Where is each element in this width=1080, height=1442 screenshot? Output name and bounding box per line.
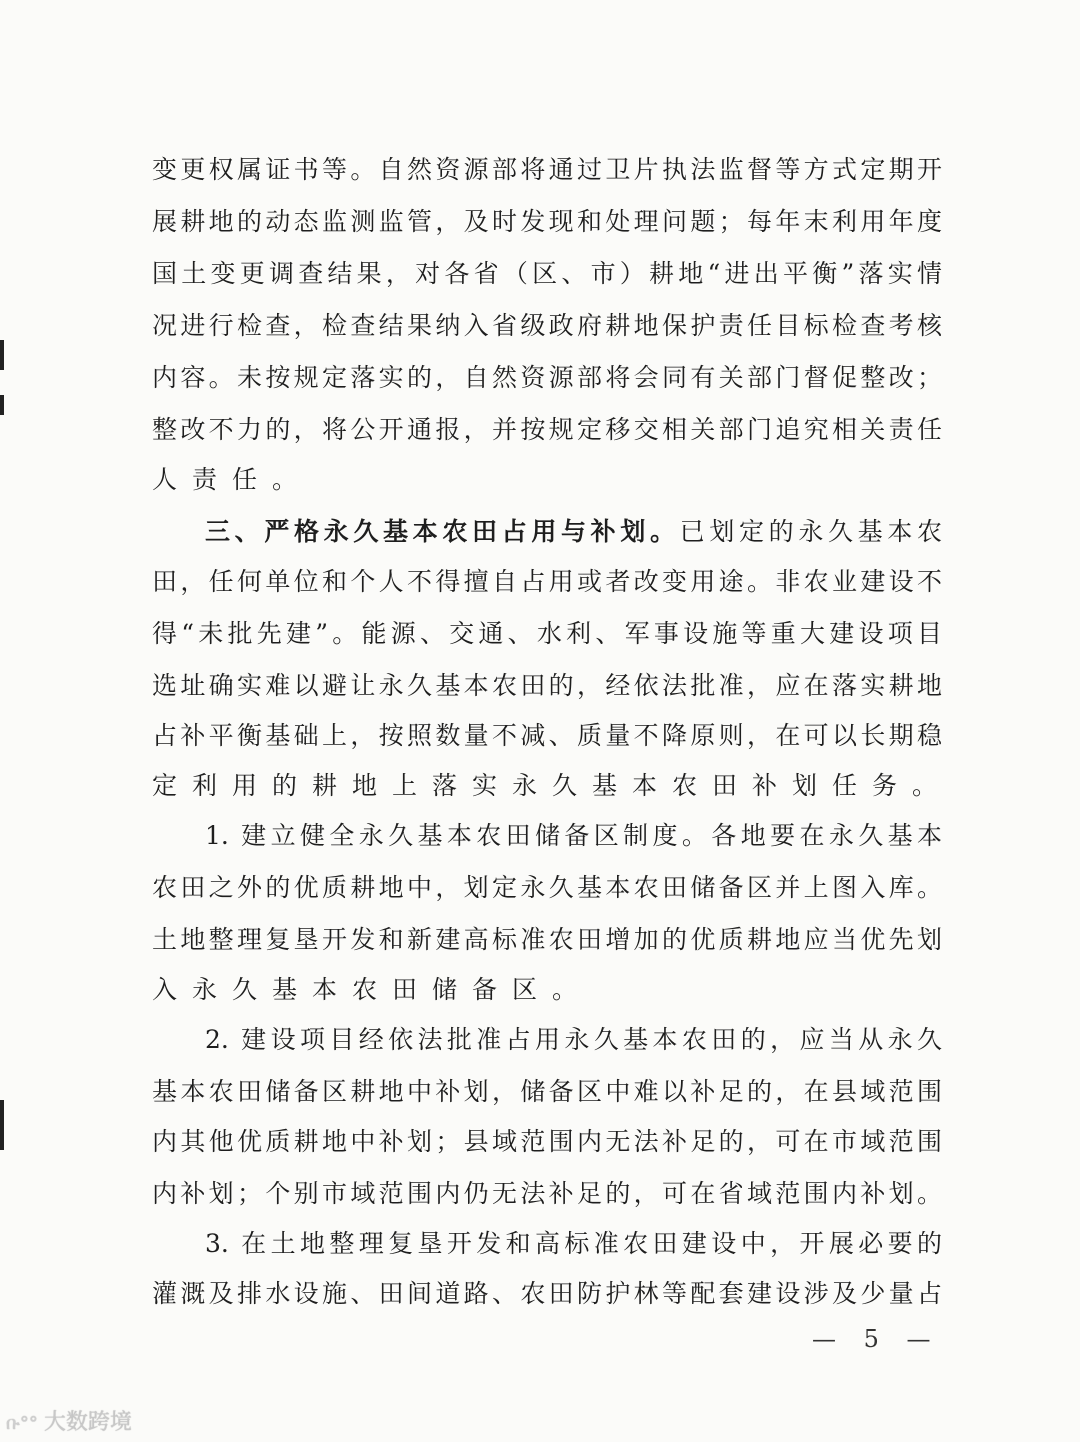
watermark-logo-icon: ቡ°°: [6, 1413, 38, 1434]
scan-edge-mark: [0, 1100, 4, 1150]
text-line: [152, 1177, 942, 1211]
watermark-text: 大数跨境: [43, 1410, 132, 1435]
line-text: 内补划；个别市域范围内仍无法补足的，可在省域范围内补划。: [152, 1179, 942, 1208]
text-line: [152, 719, 942, 753]
line-text: 内容。未按规定落实的，自然资源部将会同有关部门督促整改；: [152, 363, 942, 392]
text-line: [152, 205, 942, 239]
text-line: [152, 973, 942, 1007]
line-text: 变更权属证书等。自然资源部将通过卫片执法监督等方式定期开: [152, 155, 942, 184]
line-text: 展耕地的动态监测监管，及时发现和处理问题；每年末利用年度: [152, 207, 942, 236]
page-number: — 5 —: [812, 1325, 941, 1353]
line-text: 2. 建设项目经依法批准占用永久基本农田的，应当从永久: [205, 1025, 942, 1054]
text-line: [152, 1125, 942, 1159]
line-text: 基本农田储备区耕地中补划，储备区中难以补足的，在县域范围: [152, 1077, 942, 1106]
line-text: 人责任。: [152, 465, 313, 494]
text-line: [152, 361, 942, 395]
text-line: [152, 617, 942, 651]
line-text: 定利用的耕地上落实永久基本农田补划任务。: [152, 771, 953, 800]
text-line: [152, 923, 942, 957]
line-text: 土地整理复垦开发和新建高标准农田增加的优质耕地应当优先划: [152, 925, 942, 954]
line-text: 已划定的永久基本农: [679, 517, 942, 546]
text-line: [205, 819, 942, 853]
text-line: [152, 153, 942, 187]
text-line: [152, 769, 953, 803]
scan-edge-mark: [0, 340, 4, 370]
scan-edge-mark: [0, 395, 4, 415]
line-text: 灌溉及排水设施、田间道路、农田防护林等配套建设涉及少量占: [152, 1279, 942, 1308]
text-line: [205, 515, 942, 549]
text-line: [152, 871, 942, 905]
line-text: 3. 在土地整理复垦开发和高标准农田建设中，开展必要的: [205, 1229, 942, 1258]
text-line: [152, 565, 942, 599]
line-text: 整改不力的，将公开通报，并按规定移交相关部门追究相关责任: [152, 415, 942, 444]
line-text: 得“未批先建”。能源、交通、水利、军事设施等重大建设项目: [152, 619, 942, 648]
line-text: 农田之外的优质耕地中，划定永久基本农田储备区并上图入库。: [152, 873, 942, 902]
line-text: 选址确实难以避让永久基本农田的，经依法批准，应在落实耕地: [152, 671, 942, 700]
text-line: [152, 309, 942, 343]
line-text: 1. 建立健全永久基本农田储备区制度。各地要在永久基本: [205, 821, 942, 850]
line-text: 内其他优质耕地中补划；县域范围内无法补足的，可在市域范围: [152, 1127, 942, 1156]
text-line: [152, 413, 942, 447]
text-line: [205, 1227, 942, 1261]
line-text: 田，任何单位和个人不得擅自占用或者改变用途。非农业建设不: [152, 567, 942, 596]
text-line: [152, 1277, 942, 1311]
line-text: 国土变更调查结果，对各省（区、市）耕地“进出平衡”落实情: [152, 259, 942, 288]
text-line: [152, 257, 942, 291]
line-text: 况进行检查，检查结果纳入省级政府耕地保护责任目标检查考核: [152, 311, 942, 340]
text-line: [152, 1075, 942, 1109]
line-text: 入永久基本农田储备区。: [152, 975, 593, 1004]
section-heading: 三、严格永久基本农田占用与补划。: [205, 517, 680, 546]
text-line: [152, 669, 942, 703]
line-text: 占补平衡基础上，按照数量不减、质量不降原则，在可以长期稳: [152, 721, 942, 750]
text-line: [152, 463, 942, 497]
text-line: [205, 1023, 942, 1057]
watermark: [6, 1405, 132, 1436]
